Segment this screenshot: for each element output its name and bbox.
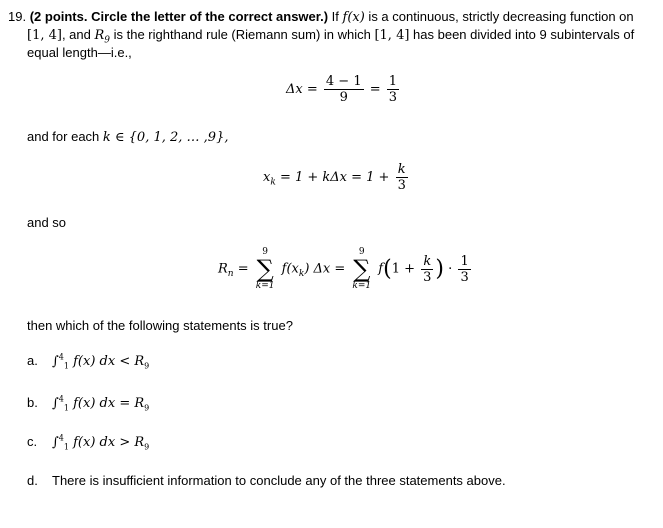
option-a-letter[interactable]: a. — [27, 353, 38, 369]
integral-b: ∫$^4_1$ f(x) dx = $R_9$ — [52, 395, 150, 413]
interval-math: [1, 4] — [27, 28, 62, 43]
text-and: , and — [61, 27, 95, 42]
sum-last-fraction: $\frac{1}{3}$ — [460, 253, 469, 285]
k-set-math: k ∈ {0, 1, 2, … ,9}, — [102, 130, 229, 145]
text-if: If — [328, 9, 343, 24]
sum-term-1: f(x — [281, 261, 299, 277]
option-c-letter[interactable]: c. — [27, 434, 38, 450]
question-prompt: then which of the following statements is true? — [27, 318, 293, 333]
option-d-letter[interactable]: d. — [27, 473, 38, 488]
question-line-3: equal length—i.e., — [27, 45, 132, 60]
dx-lhs: Δx = — [286, 82, 318, 97]
xk-fraction: $\frac{k}{3}$ — [397, 162, 406, 193]
and-so-text: and so — [27, 215, 67, 230]
for-each-text: and for each — [27, 129, 103, 144]
text-righthand: is the righthand rule (Riemann sum) in which — [110, 27, 375, 42]
question-instructions: (2 points. Circle the letter of the correct answer.) — [29, 9, 329, 24]
summation-1: 9 ∑ k=1 — [255, 247, 275, 291]
option-b-letter[interactable]: b. — [27, 395, 38, 411]
option-b[interactable] — [27, 395, 149, 413]
xk-mid: = 1 + kΔx = 1 + — [275, 170, 390, 185]
question-number: 19. — [8, 9, 27, 24]
dx-fraction: $\frac{4 - 1}{9}$ — [325, 74, 362, 105]
rn-equals: = — [233, 261, 249, 277]
dx-equals: = — [369, 82, 381, 97]
interval2-math: [1, 4] — [374, 28, 410, 43]
rn-lhs: R — [218, 261, 228, 277]
integral-c: ∫$^4_1$ f(x) dx > $R_9$ — [52, 434, 150, 452]
option-a[interactable] — [27, 353, 149, 371]
sum-term-2-f: f — [378, 261, 384, 277]
option-d-text: There is insufficient information to conclude any of the three statements above. — [52, 473, 506, 488]
xk-lhs: x — [263, 170, 271, 185]
question-line-1 — [8, 9, 634, 25]
option-c[interactable] — [27, 434, 149, 452]
question-line-2 — [27, 27, 634, 46]
dx-fraction-2: $\frac{1}{3}$ — [388, 74, 398, 105]
xk-equation: $x_k = 1 + k\Delta x = 1$ + $\frac{k}{3}$ — [263, 162, 406, 193]
integral-a: ∫$^4_1$ f(x) dx < $R_9$ — [52, 353, 150, 371]
delta-x-equation — [286, 74, 401, 105]
text-divided: has been divided into 9 subintervals of — [409, 27, 635, 42]
text-continuous: is a continuous, strictly decreasing function on — [364, 9, 634, 24]
fx-math: f(x) — [342, 10, 365, 25]
option-d[interactable] — [27, 473, 506, 488]
rn-equation: $R_n$ = 9 ∑ k=1 $f(x_k) \Delta x$ = 9 ∑ k=1 f(1 + $\frac{k}{3}$ ) · $\frac{1}{3}$ — [218, 247, 469, 291]
for-each-line — [27, 129, 228, 145]
r9-math: $R_9$ — [94, 28, 111, 46]
sum-inner-fraction: $\frac{k}{3}$ — [423, 253, 432, 285]
summation-2: 9 ∑ k=1 — [352, 247, 372, 291]
